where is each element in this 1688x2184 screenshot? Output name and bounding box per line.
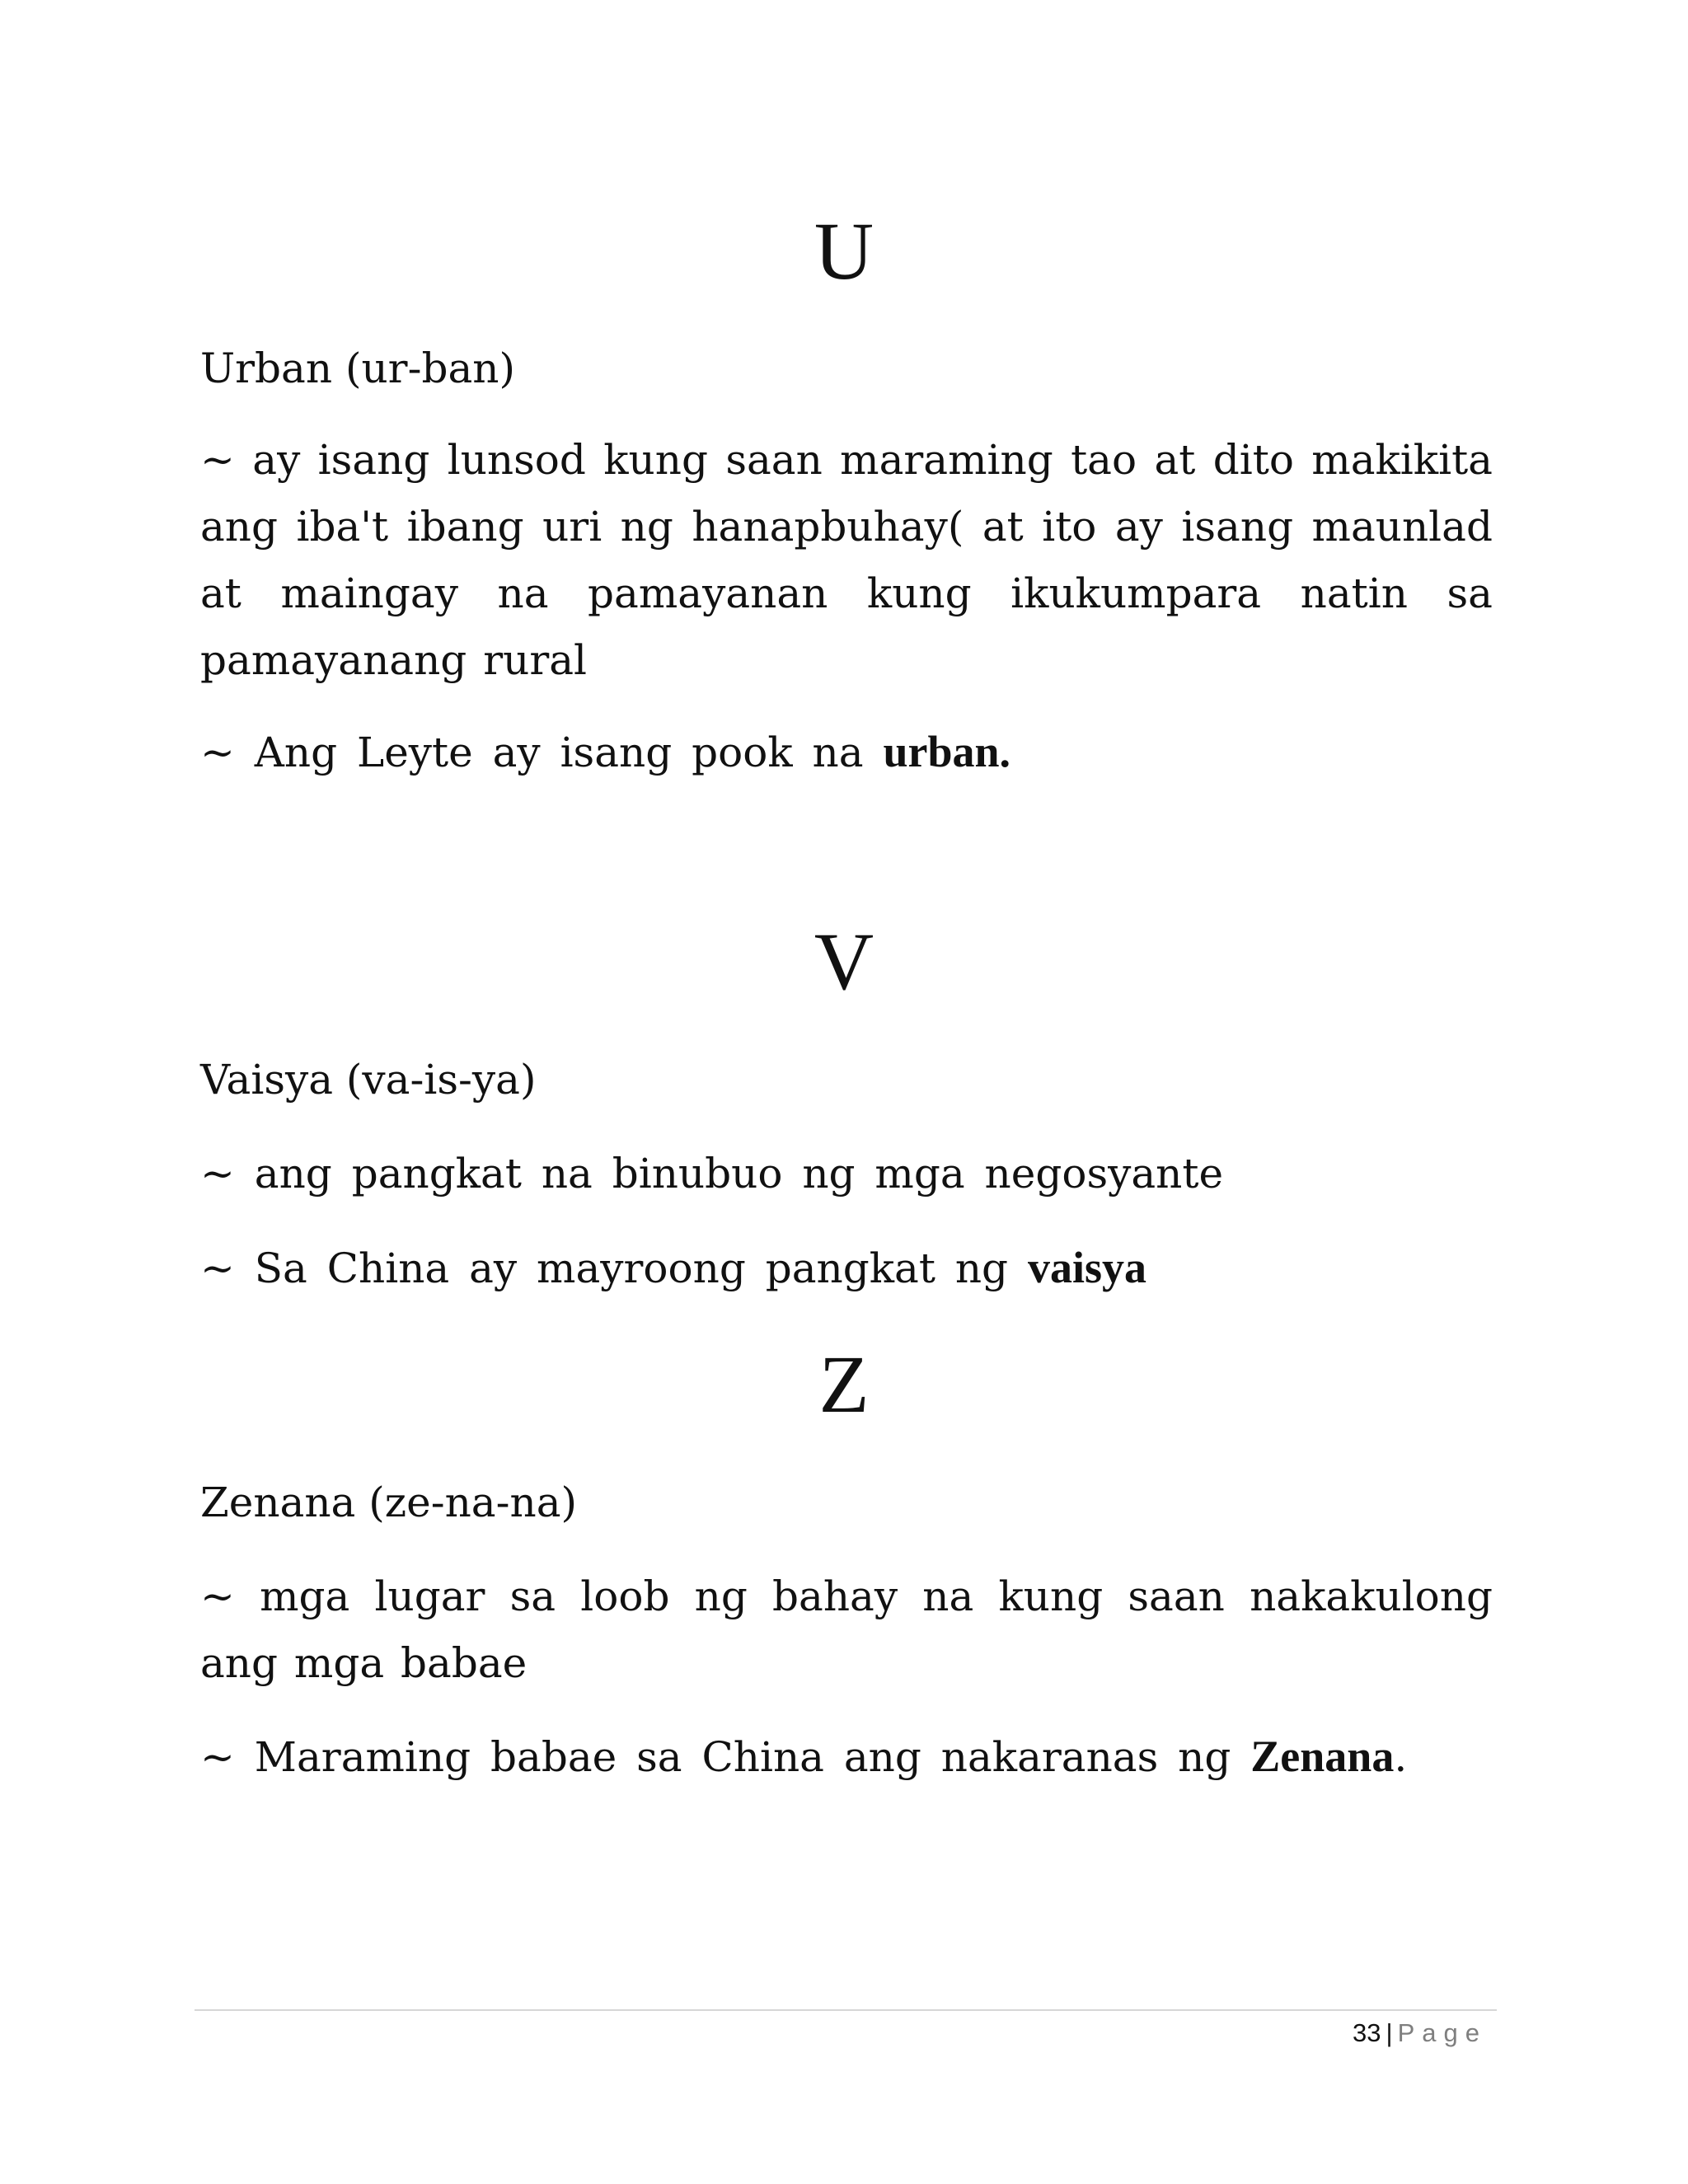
example-vaisya — [200, 1243, 1146, 1293]
footer-separator: | — [1386, 2018, 1393, 2047]
definition-vaisya: ~ ang pangkat na binubuo ng mga negosyante — [200, 1150, 1224, 1197]
example-zenana-keyword: Zenana — [1250, 1732, 1395, 1781]
definition-urban: ~ ay isang lunsod kung saan maraming tao at dito makikita ang iba't ibang uri ng hanapbuhay( at ito ay isang maunlad at maingay na pamayanan kung ikukumpara natin sa pamayanang rural — [200, 436, 1493, 684]
example-urban-keyword: urban. — [883, 727, 1011, 776]
section-letter-u: U — [814, 205, 874, 297]
term-vaisya: Vaisya (va-is-ya) — [200, 1056, 537, 1104]
example-vaisya-keyword: vaisya — [1027, 1243, 1146, 1292]
example-urban-text: ~ Ang Leyte ay isang pook na — [200, 729, 884, 776]
example-urban — [200, 727, 1010, 777]
page-label: Page — [1397, 2018, 1487, 2047]
example-zenana-text: ~ Maraming babae sa China ang nakaranas ng — [200, 1733, 1251, 1781]
section-letter-v: V — [814, 916, 874, 1007]
page-number: 33 — [1353, 2018, 1381, 2047]
example-zenana — [200, 1732, 1407, 1782]
example-vaisya-text: ~ Sa China ay mayroong pangkat ng — [200, 1244, 1028, 1292]
term-urban: Urban (ur-ban) — [200, 344, 515, 392]
footer-divider — [195, 2009, 1497, 2011]
page-footer — [1353, 2013, 1487, 2054]
example-zenana-suffix: . — [1394, 1733, 1408, 1781]
definition-zenana: ~ mga lugar sa loob ng bahay na kung saan nakakulong ang mga babae — [200, 1572, 1493, 1687]
section-letter-z: Z — [818, 1338, 870, 1430]
term-zenana: Zenana (ze-na-na) — [200, 1479, 578, 1526]
